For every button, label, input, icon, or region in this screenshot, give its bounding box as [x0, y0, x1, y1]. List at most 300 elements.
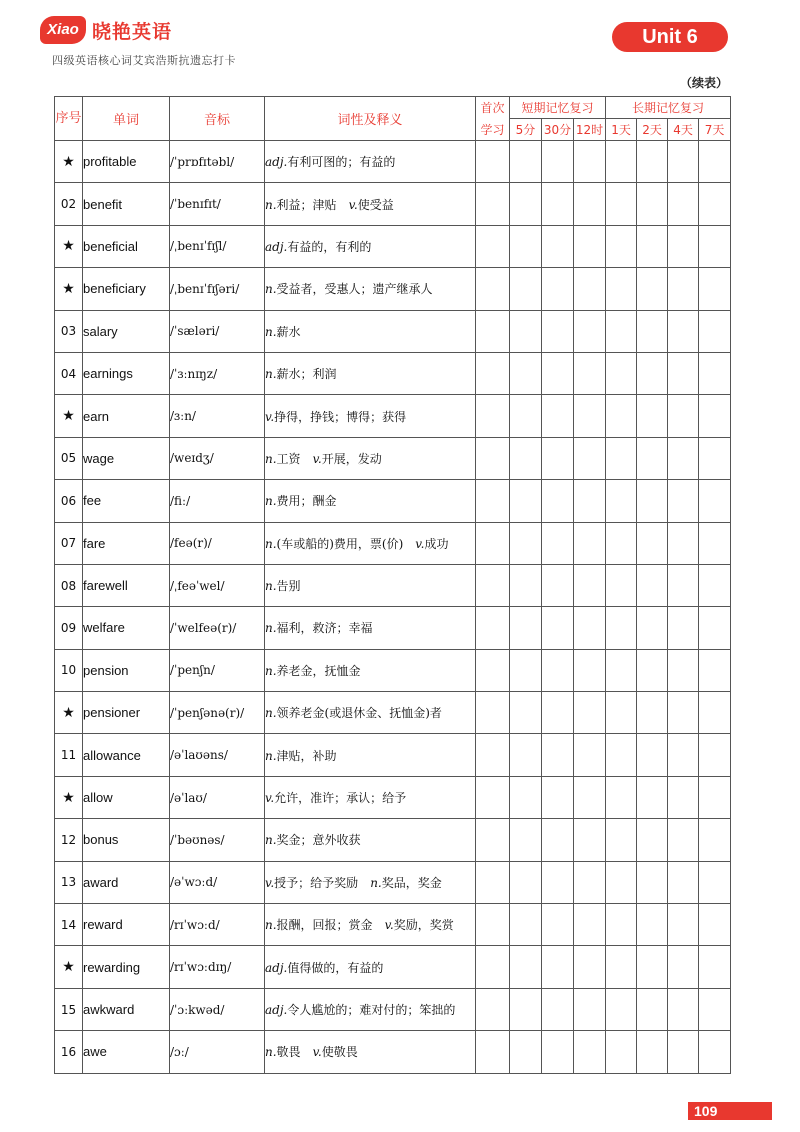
ipa-cell: /ˌbenɪˈfɪʃl/ [170, 225, 265, 267]
definition-cell: adj.值得做的，有益的 [265, 946, 476, 988]
review-7day-check[interactable] [699, 395, 731, 437]
review-12h-check[interactable] [574, 904, 606, 946]
brand-subtitle: 四级英语核心词艾宾浩斯抗遗忘打卡 [52, 54, 236, 67]
review-1day-check[interactable] [606, 861, 637, 903]
definition-cell: n.告别 [265, 564, 476, 606]
review-30min-check[interactable] [542, 776, 574, 818]
word-cell: pension [83, 649, 170, 691]
ipa-cell: /əˈlaʊəns/ [170, 734, 265, 776]
review-4day-check[interactable] [668, 649, 699, 691]
brand-header [40, 14, 340, 74]
review-2day-check[interactable] [637, 522, 668, 564]
word-cell: award [83, 861, 170, 903]
review-30min-check[interactable] [542, 734, 574, 776]
review-1day-check[interactable] [606, 522, 637, 564]
first-study-check[interactable] [476, 734, 510, 776]
review-12h-check[interactable] [574, 564, 606, 606]
word-cell: beneficiary [83, 268, 170, 310]
first-study-check[interactable] [476, 649, 510, 691]
review-7day-check[interactable] [699, 141, 731, 183]
word-cell: benefit [83, 183, 170, 225]
review-1day-check[interactable] [606, 649, 637, 691]
ipa-cell: /rɪˈwɔːd/ [170, 904, 265, 946]
review-12h-check[interactable] [574, 776, 606, 818]
ipa-cell: /ˈɔːkwəd/ [170, 988, 265, 1030]
review-30min-check[interactable] [542, 1031, 574, 1073]
header-word: 单词 [83, 97, 170, 141]
first-study-check[interactable] [476, 395, 510, 437]
word-cell: pensioner [83, 692, 170, 734]
review-7day-check[interactable] [699, 776, 731, 818]
review-12h-check[interactable] [574, 819, 606, 861]
table-row [55, 1031, 731, 1073]
first-study-check[interactable] [476, 776, 510, 818]
definition-cell: adj.有利可图的；有益的 [265, 141, 476, 183]
header-interval-12h: 12时 [574, 119, 606, 141]
header-first-study-bottom: 学习 [476, 119, 510, 141]
review-4day-check[interactable] [668, 437, 699, 479]
review-30min-check[interactable] [542, 141, 574, 183]
review-5min-check[interactable] [510, 564, 542, 606]
vocabulary-rows [55, 141, 731, 1074]
review-5min-check[interactable] [510, 607, 542, 649]
table-row [55, 649, 731, 691]
row-index: 04 [55, 352, 83, 394]
row-index: 12 [55, 819, 83, 861]
review-4day-check[interactable] [668, 776, 699, 818]
brand-logo-icon: Xiao [40, 16, 86, 44]
review-2day-check[interactable] [637, 268, 668, 310]
table-row [55, 861, 731, 903]
review-12h-check[interactable] [574, 988, 606, 1030]
definition-cell: n.领养老金(或退休金、抚恤金)者 [265, 692, 476, 734]
table-row [55, 564, 731, 606]
row-index: 02 [55, 183, 83, 225]
row-index: 03 [55, 310, 83, 352]
review-2day-check[interactable] [637, 734, 668, 776]
review-12h-check[interactable] [574, 395, 606, 437]
definition-cell: n.(车或船的)费用，票(价) v.成功 [265, 522, 476, 564]
definition-cell: n.敬畏 v.使敬畏 [265, 1031, 476, 1073]
review-30min-check[interactable] [542, 268, 574, 310]
review-30min-check[interactable] [542, 607, 574, 649]
row-index: 09 [55, 607, 83, 649]
first-study-check[interactable] [476, 310, 510, 352]
review-2day-check[interactable] [637, 310, 668, 352]
ipa-cell: /rɪˈwɔːdɪŋ/ [170, 946, 265, 988]
review-4day-check[interactable] [668, 564, 699, 606]
definition-cell: n.津贴，补助 [265, 734, 476, 776]
ipa-cell: /əˈwɔːd/ [170, 861, 265, 903]
review-2day-check[interactable] [637, 692, 668, 734]
review-7day-check[interactable] [699, 861, 731, 903]
review-7day-check[interactable] [699, 692, 731, 734]
review-7day-check[interactable] [699, 352, 731, 394]
review-4day-check[interactable] [668, 607, 699, 649]
definition-cell: adj.有益的，有利的 [265, 225, 476, 267]
row-index: 10 [55, 649, 83, 691]
ipa-cell: /ˈprɒfɪtəbl/ [170, 141, 265, 183]
review-12h-check[interactable] [574, 734, 606, 776]
header-interval-2day: 2天 [637, 119, 668, 141]
review-12h-check[interactable] [574, 1031, 606, 1073]
review-12h-check[interactable] [574, 352, 606, 394]
review-1day-check[interactable] [606, 1031, 637, 1073]
ipa-cell: /ɔː/ [170, 1031, 265, 1073]
first-study-check[interactable] [476, 692, 510, 734]
review-4day-check[interactable] [668, 268, 699, 310]
review-1day-check[interactable] [606, 141, 637, 183]
table-row [55, 310, 731, 352]
review-2day-check[interactable] [637, 776, 668, 818]
definition-cell: n.工资 v.开展，发动 [265, 437, 476, 479]
continued-label: （续表） [680, 76, 729, 90]
table-row [55, 522, 731, 564]
review-30min-check[interactable] [542, 225, 574, 267]
review-1day-check[interactable] [606, 268, 637, 310]
review-1day-check[interactable] [606, 734, 637, 776]
word-cell: awkward [83, 988, 170, 1030]
first-study-check[interactable] [476, 183, 510, 225]
review-2day-check[interactable] [637, 904, 668, 946]
review-7day-check[interactable] [699, 225, 731, 267]
review-5min-check[interactable] [510, 776, 542, 818]
review-30min-check[interactable] [542, 522, 574, 564]
review-5min-check[interactable] [510, 988, 542, 1030]
first-study-check[interactable] [476, 988, 510, 1030]
review-4day-check[interactable] [668, 861, 699, 903]
review-4day-check[interactable] [668, 946, 699, 988]
header-short-review: 短期记忆复习 [510, 97, 606, 119]
review-7day-check[interactable] [699, 1031, 731, 1073]
review-5min-check[interactable] [510, 522, 542, 564]
word-cell: rewarding [83, 946, 170, 988]
review-2day-check[interactable] [637, 480, 668, 522]
review-1day-check[interactable] [606, 607, 637, 649]
first-study-check[interactable] [476, 861, 510, 903]
first-study-check[interactable] [476, 225, 510, 267]
table-row [55, 607, 731, 649]
review-1day-check[interactable] [606, 946, 637, 988]
definition-cell: n.薪水 [265, 310, 476, 352]
review-7day-check[interactable] [699, 946, 731, 988]
first-study-check[interactable] [476, 480, 510, 522]
word-cell: fee [83, 480, 170, 522]
review-2day-check[interactable] [637, 437, 668, 479]
row-index: 15 [55, 988, 83, 1030]
review-7day-check[interactable] [699, 988, 731, 1030]
review-2day-check[interactable] [637, 819, 668, 861]
review-2day-check[interactable] [637, 564, 668, 606]
row-index: 13 [55, 861, 83, 903]
ipa-cell: /ˈɜːnɪŋz/ [170, 352, 265, 394]
first-study-check[interactable] [476, 1031, 510, 1073]
review-1day-check[interactable] [606, 692, 637, 734]
review-4day-check[interactable] [668, 988, 699, 1030]
review-4day-check[interactable] [668, 225, 699, 267]
review-2day-check[interactable] [637, 352, 668, 394]
review-12h-check[interactable] [574, 946, 606, 988]
definition-cell: n.养老金，抚恤金 [265, 649, 476, 691]
review-1day-check[interactable] [606, 480, 637, 522]
table-row [55, 268, 731, 310]
review-5min-check[interactable] [510, 141, 542, 183]
table-row [55, 904, 731, 946]
review-7day-check[interactable] [699, 268, 731, 310]
review-30min-check[interactable] [542, 988, 574, 1030]
review-1day-check[interactable] [606, 352, 637, 394]
review-4day-check[interactable] [668, 352, 699, 394]
ipa-cell: /ˈpenʃənə(r)/ [170, 692, 265, 734]
review-5min-check[interactable] [510, 310, 542, 352]
table-row [55, 776, 731, 818]
definition-cell: n.奖金；意外收获 [265, 819, 476, 861]
review-4day-check[interactable] [668, 692, 699, 734]
unit-badge: Unit 6 [612, 22, 728, 52]
table-row [55, 692, 731, 734]
review-30min-check[interactable] [542, 480, 574, 522]
first-study-check[interactable] [476, 564, 510, 606]
review-5min-check[interactable] [510, 1031, 542, 1073]
review-12h-check[interactable] [574, 183, 606, 225]
review-12h-check[interactable] [574, 268, 606, 310]
review-4day-check[interactable] [668, 183, 699, 225]
row-index: 08 [55, 564, 83, 606]
review-5min-check[interactable] [510, 437, 542, 479]
review-2day-check[interactable] [637, 946, 668, 988]
word-cell: wage [83, 437, 170, 479]
review-2day-check[interactable] [637, 861, 668, 903]
ipa-cell: /ˈsæləri/ [170, 310, 265, 352]
word-cell: welfare [83, 607, 170, 649]
review-5min-check[interactable] [510, 649, 542, 691]
row-index: 05 [55, 437, 83, 479]
table-row [55, 225, 731, 267]
definition-cell: n.福利，救济；幸福 [265, 607, 476, 649]
first-study-check[interactable] [476, 437, 510, 479]
brand-name: 晓艳英语 [92, 21, 173, 43]
word-cell: profitable [83, 141, 170, 183]
review-30min-check[interactable] [542, 946, 574, 988]
word-cell: awe [83, 1031, 170, 1073]
review-30min-check[interactable] [542, 437, 574, 479]
header-interval-30min: 30分 [542, 119, 574, 141]
review-5min-check[interactable] [510, 819, 542, 861]
table-row [55, 437, 731, 479]
review-5min-check[interactable] [510, 268, 542, 310]
review-1day-check[interactable] [606, 310, 637, 352]
review-30min-check[interactable] [542, 310, 574, 352]
first-study-check[interactable] [476, 946, 510, 988]
definition-cell: v.允许，准许；承认；给予 [265, 776, 476, 818]
definition-cell: n.受益者，受惠人；遗产继承人 [265, 268, 476, 310]
definition-cell: adj.令人尴尬的；难对付的；笨拙的 [265, 988, 476, 1030]
star-icon: ★ [55, 141, 83, 183]
header-interval-7day: 7天 [699, 119, 731, 141]
row-index: 06 [55, 480, 83, 522]
review-7day-check[interactable] [699, 607, 731, 649]
review-7day-check[interactable] [699, 522, 731, 564]
star-icon: ★ [55, 395, 83, 437]
table-row [55, 183, 731, 225]
review-12h-check[interactable] [574, 649, 606, 691]
review-2day-check[interactable] [637, 141, 668, 183]
review-4day-check[interactable] [668, 522, 699, 564]
word-cell: allowance [83, 734, 170, 776]
first-study-check[interactable] [476, 268, 510, 310]
table-row [55, 395, 731, 437]
first-study-check[interactable] [476, 904, 510, 946]
review-4day-check[interactable] [668, 819, 699, 861]
review-2day-check[interactable] [637, 395, 668, 437]
review-4day-check[interactable] [668, 1031, 699, 1073]
review-1day-check[interactable] [606, 904, 637, 946]
row-index: 14 [55, 904, 83, 946]
review-30min-check[interactable] [542, 861, 574, 903]
word-cell: beneficial [83, 225, 170, 267]
word-cell: fare [83, 522, 170, 564]
star-icon: ★ [55, 692, 83, 734]
word-cell: salary [83, 310, 170, 352]
review-5min-check[interactable] [510, 692, 542, 734]
review-4day-check[interactable] [668, 141, 699, 183]
review-12h-check[interactable] [574, 225, 606, 267]
definition-cell: n.费用；酬金 [265, 480, 476, 522]
ipa-cell: /fiː/ [170, 480, 265, 522]
first-study-check[interactable] [476, 352, 510, 394]
review-2day-check[interactable] [637, 1031, 668, 1073]
definition-cell: n.利益；津贴 v.使受益 [265, 183, 476, 225]
review-5min-check[interactable] [510, 904, 542, 946]
ipa-cell: /ˌbenɪˈfɪʃəri/ [170, 268, 265, 310]
review-30min-check[interactable] [542, 395, 574, 437]
ipa-cell: /ˌfeəˈwel/ [170, 564, 265, 606]
review-1day-check[interactable] [606, 819, 637, 861]
review-4day-check[interactable] [668, 904, 699, 946]
review-7day-check[interactable] [699, 564, 731, 606]
review-30min-check[interactable] [542, 183, 574, 225]
review-30min-check[interactable] [542, 352, 574, 394]
review-5min-check[interactable] [510, 352, 542, 394]
header-long-review: 长期记忆复习 [606, 97, 731, 119]
table-row [55, 819, 731, 861]
word-cell: earn [83, 395, 170, 437]
ipa-cell: /ˈbenɪfɪt/ [170, 183, 265, 225]
review-2day-check[interactable] [637, 225, 668, 267]
word-cell: farewell [83, 564, 170, 606]
ipa-cell: /weɪdʒ/ [170, 437, 265, 479]
review-2day-check[interactable] [637, 649, 668, 691]
review-12h-check[interactable] [574, 861, 606, 903]
review-5min-check[interactable] [510, 183, 542, 225]
review-12h-check[interactable] [574, 310, 606, 352]
review-30min-check[interactable] [542, 819, 574, 861]
review-7day-check[interactable] [699, 734, 731, 776]
review-12h-check[interactable] [574, 141, 606, 183]
review-7day-check[interactable] [699, 904, 731, 946]
ipa-cell: /ɜːn/ [170, 395, 265, 437]
review-4day-check[interactable] [668, 395, 699, 437]
ipa-cell: /ˈwelfeə(r)/ [170, 607, 265, 649]
review-2day-check[interactable] [637, 988, 668, 1030]
review-1day-check[interactable] [606, 437, 637, 479]
ipa-cell: /əˈlaʊ/ [170, 776, 265, 818]
header-interval-5min: 5分 [510, 119, 542, 141]
table-row [55, 352, 731, 394]
review-2day-check[interactable] [637, 607, 668, 649]
review-7day-check[interactable] [699, 183, 731, 225]
review-5min-check[interactable] [510, 480, 542, 522]
definition-cell: n.薪水；利润 [265, 352, 476, 394]
star-icon: ★ [55, 268, 83, 310]
review-30min-check[interactable] [542, 692, 574, 734]
star-icon: ★ [55, 946, 83, 988]
review-1day-check[interactable] [606, 225, 637, 267]
review-12h-check[interactable] [574, 437, 606, 479]
vocabulary-table [54, 96, 731, 1074]
review-4day-check[interactable] [668, 734, 699, 776]
star-icon: ★ [55, 225, 83, 267]
definition-cell: v.授予；给予奖励 n.奖品，奖金 [265, 861, 476, 903]
review-7day-check[interactable] [699, 480, 731, 522]
review-30min-check[interactable] [542, 904, 574, 946]
review-1day-check[interactable] [606, 776, 637, 818]
first-study-check[interactable] [476, 819, 510, 861]
header-ipa: 音标 [170, 97, 265, 141]
row-index: 07 [55, 522, 83, 564]
review-5min-check[interactable] [510, 861, 542, 903]
review-7day-check[interactable] [699, 819, 731, 861]
word-cell: earnings [83, 352, 170, 394]
review-7day-check[interactable] [699, 437, 731, 479]
definition-cell: n.报酬，回报；赏金 v.奖励，奖赏 [265, 904, 476, 946]
table-row [55, 734, 731, 776]
word-cell: bonus [83, 819, 170, 861]
word-cell: allow [83, 776, 170, 818]
review-1day-check[interactable] [606, 183, 637, 225]
first-study-check[interactable] [476, 522, 510, 564]
review-5min-check[interactable] [510, 946, 542, 988]
review-7day-check[interactable] [699, 649, 731, 691]
ipa-cell: /feə(r)/ [170, 522, 265, 564]
review-30min-check[interactable] [542, 564, 574, 606]
review-4day-check[interactable] [668, 480, 699, 522]
review-5min-check[interactable] [510, 225, 542, 267]
review-12h-check[interactable] [574, 522, 606, 564]
review-12h-check[interactable] [574, 607, 606, 649]
table-row [55, 480, 731, 522]
review-1day-check[interactable] [606, 395, 637, 437]
ipa-cell: /ˈpenʃn/ [170, 649, 265, 691]
ipa-cell: /ˈbəʊnəs/ [170, 819, 265, 861]
review-30min-check[interactable] [542, 649, 574, 691]
review-5min-check[interactable] [510, 734, 542, 776]
review-7day-check[interactable] [699, 310, 731, 352]
table-row [55, 141, 731, 183]
review-12h-check[interactable] [574, 692, 606, 734]
review-4day-check[interactable] [668, 310, 699, 352]
header-interval-4day: 4天 [668, 119, 699, 141]
review-1day-check[interactable] [606, 564, 637, 606]
review-5min-check[interactable] [510, 395, 542, 437]
first-study-check[interactable] [476, 607, 510, 649]
table-row [55, 946, 731, 988]
review-1day-check[interactable] [606, 988, 637, 1030]
first-study-check[interactable] [476, 141, 510, 183]
star-icon: ★ [55, 776, 83, 818]
review-2day-check[interactable] [637, 183, 668, 225]
review-12h-check[interactable] [574, 480, 606, 522]
